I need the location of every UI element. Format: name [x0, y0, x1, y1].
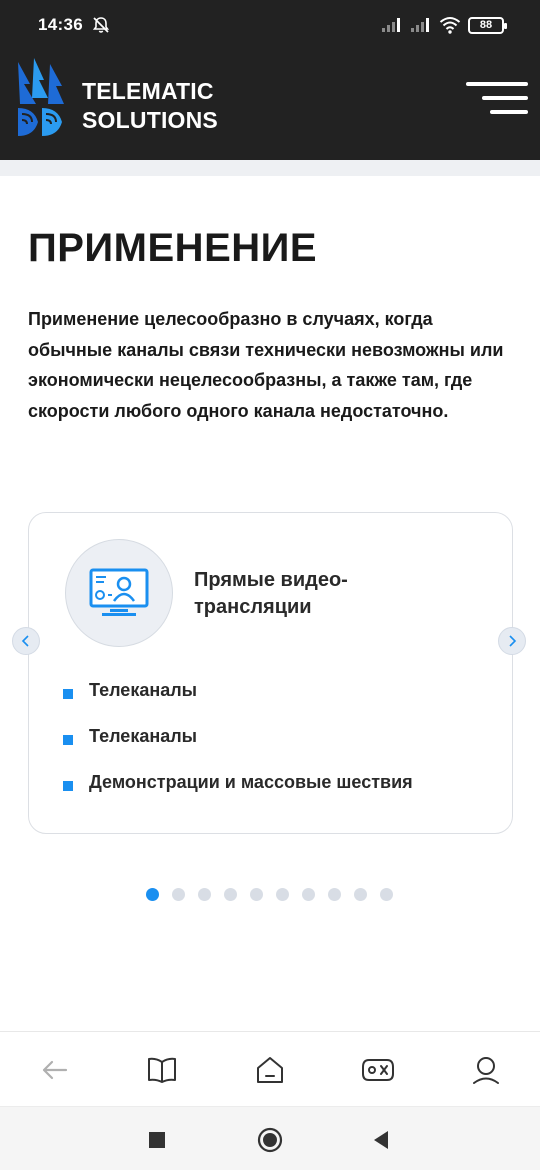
header-divider — [0, 160, 540, 176]
signal-icon — [410, 17, 432, 33]
pagination-dot[interactable] — [380, 888, 393, 901]
list-item-label: Телеканалы — [89, 680, 198, 700]
recents-square-icon[interactable] — [144, 1127, 170, 1153]
tabs-icon[interactable] — [253, 1053, 287, 1087]
book-icon[interactable] — [145, 1053, 179, 1087]
status-icons — [381, 16, 504, 34]
chevron-left-icon — [21, 635, 31, 647]
system-navigation-bar — [0, 1106, 540, 1170]
pagination-dot[interactable] — [276, 888, 289, 901]
list-item-label: Демонстрации и массовые шествия — [89, 772, 413, 792]
hamburger-menu-icon[interactable] — [466, 82, 528, 116]
profile-icon[interactable] — [469, 1053, 503, 1087]
back-triangle-icon[interactable] — [368, 1127, 394, 1153]
site-header — [0, 50, 540, 160]
brand-line-2: SOLUTIONS — [82, 107, 218, 133]
carousel-next-button[interactable] — [498, 627, 526, 655]
list-item — [63, 679, 413, 725]
status-bar — [0, 0, 540, 50]
bell-off-icon — [91, 15, 111, 35]
list-item — [63, 725, 413, 771]
status-time: 14:36 — [38, 15, 83, 34]
carousel-prev-button[interactable] — [12, 627, 40, 655]
battery-icon — [468, 17, 504, 34]
signal-icon — [381, 17, 403, 33]
brand-line-1: TELEMATIC — [82, 78, 214, 104]
pagination-dot[interactable] — [198, 888, 211, 901]
pagination-dot[interactable] — [354, 888, 367, 901]
card-icon-circle — [65, 539, 173, 647]
brand-name[interactable] — [82, 77, 218, 135]
section-title: ПРИМЕНЕНИЕ — [28, 226, 318, 270]
wifi-icon — [439, 16, 461, 34]
pagination-dot[interactable] — [250, 888, 263, 901]
square-bullet-icon — [63, 781, 73, 791]
pagination-dot[interactable] — [328, 888, 341, 901]
list-item-label: Телеканалы — [89, 726, 198, 746]
card-title: Прямые видео-трансляции — [194, 569, 348, 618]
square-bullet-icon — [63, 735, 73, 745]
square-bullet-icon — [63, 689, 73, 699]
pagination-dot[interactable] — [172, 888, 185, 901]
pagination-dot-active[interactable] — [146, 888, 159, 901]
video-monitor-icon — [88, 567, 150, 619]
gamepad-icon[interactable] — [361, 1053, 395, 1087]
card-item-list — [63, 679, 413, 817]
logo-icon[interactable] — [14, 54, 66, 140]
back-arrow-icon[interactable] — [37, 1053, 71, 1087]
carousel-pagination — [146, 888, 393, 901]
browser-toolbar — [0, 1031, 540, 1106]
pagination-dot[interactable] — [224, 888, 237, 901]
use-case-card — [28, 512, 513, 834]
pagination-dot[interactable] — [302, 888, 315, 901]
home-circle-icon[interactable] — [257, 1127, 283, 1153]
chevron-right-icon — [507, 635, 517, 647]
section-description: Применение целесообразно в случаях, когда обычные каналы связи технически невозможны или экономически нецелесообразны, а также там, где скорости любого одного канала недостаточно. — [28, 309, 504, 421]
battery-level: 88 — [479, 19, 493, 31]
list-item — [63, 771, 413, 817]
